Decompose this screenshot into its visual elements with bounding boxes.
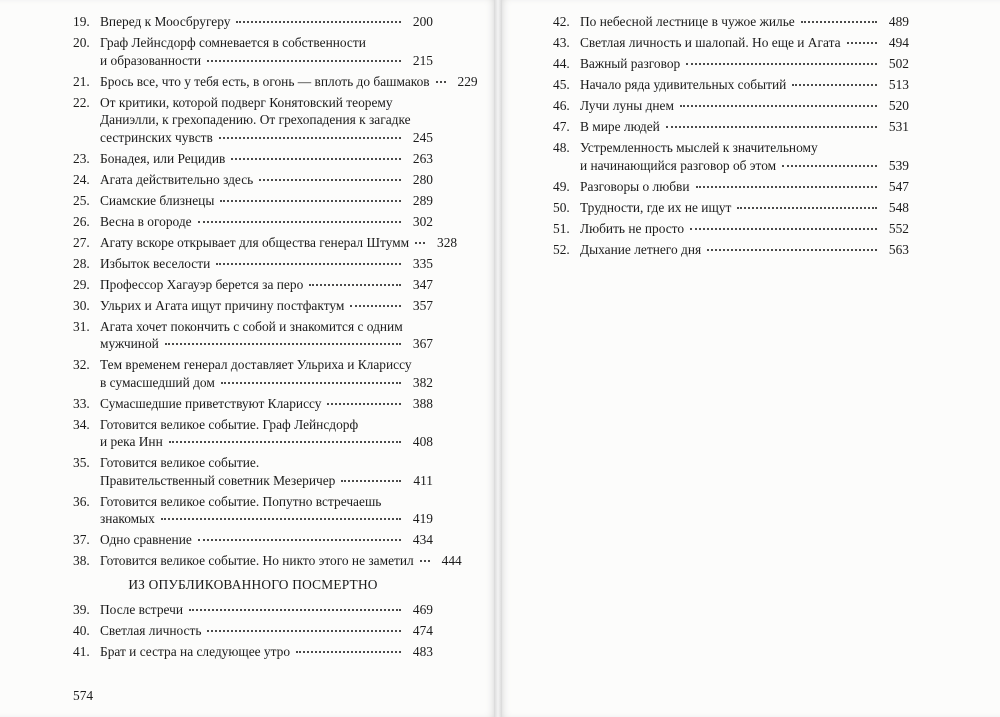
dot-leader xyxy=(220,200,401,202)
toc-entry-page: 474 xyxy=(412,623,433,638)
toc-entry xyxy=(553,220,909,238)
toc-entry xyxy=(553,76,909,94)
toc-entry-page: 357 xyxy=(412,297,433,313)
toc-entry xyxy=(553,97,909,115)
toc-entry-page: 469 xyxy=(412,602,433,617)
dot-leader xyxy=(436,81,446,83)
toc-entry xyxy=(73,601,433,619)
toc-entry-page: 444 xyxy=(441,553,462,568)
toc-entry-number: 32. xyxy=(73,357,90,372)
toc-entry-title-line: в сумасшедший дом xyxy=(100,374,215,390)
dot-leader xyxy=(221,382,401,384)
toc-entry xyxy=(73,213,433,231)
toc-entry-number: 34. xyxy=(73,416,90,432)
dot-leader xyxy=(847,42,877,44)
toc-entry xyxy=(73,13,433,31)
toc-entry-title-line: Дыхание летнего дня xyxy=(580,241,702,257)
toc-entry-page: 483 xyxy=(412,644,433,659)
toc-entry xyxy=(73,356,433,391)
dot-leader xyxy=(420,560,430,562)
toc-entry xyxy=(73,622,433,640)
toc-entry-number: 28. xyxy=(73,255,90,271)
toc-entry-title-line: Разговоры о любви xyxy=(580,178,690,194)
toc-entry xyxy=(553,34,909,52)
toc-entry-number: 44. xyxy=(553,56,570,71)
toc-entry xyxy=(553,241,909,259)
toc-entry-title-line: Одно сравнение xyxy=(100,532,192,547)
toc-entry-title-line: Готовится великое событие. Граф Лейнсдорф xyxy=(100,416,359,432)
toc-entry-page: 419 xyxy=(412,511,433,526)
toc-entry-title-line: Готовится великое событие. Но никто этого не заметил xyxy=(100,553,414,568)
toc-entry-title-line: Профессор Хагауэр берется за перо xyxy=(100,276,304,292)
toc-entry-title-line: Сумасшедшие приветствуют Клариссу xyxy=(100,395,322,411)
toc-entry-page: 411 xyxy=(413,472,433,488)
toc-entry xyxy=(73,34,433,69)
toc-entry-page: 434 xyxy=(412,532,433,547)
toc-entry-number: 52. xyxy=(553,241,570,257)
toc-entry-title-line: По небесной лестнице в чужое жилье xyxy=(580,14,795,29)
toc-entry-title-line: В мире людей xyxy=(580,119,660,134)
toc-entry xyxy=(553,13,909,31)
dot-leader xyxy=(686,63,877,65)
toc-entry-page: 513 xyxy=(888,77,909,92)
toc-entry xyxy=(73,171,433,189)
toc-entry-page: 263 xyxy=(412,150,433,166)
toc-entry xyxy=(553,178,909,196)
toc-entry-title-line: Агата действительно здесь xyxy=(100,171,254,187)
toc-entry xyxy=(73,454,433,489)
dot-leader xyxy=(696,186,877,188)
toc-entry-page: 388 xyxy=(412,395,433,411)
toc-entry-title-line: Готовится великое событие. Попутно встречаешь xyxy=(100,493,382,509)
toc-entry-page: 494 xyxy=(888,35,909,50)
toc-entry-number: 21. xyxy=(73,73,90,89)
toc-entry-number: 43. xyxy=(553,35,570,50)
toc-entry-title-line: Вперед к Моосбругеру xyxy=(100,14,231,29)
toc-list-right xyxy=(553,13,909,262)
toc-entry xyxy=(73,255,433,273)
toc-entry-title-line: Светлая личность xyxy=(100,623,202,638)
toc-entry-number: 33. xyxy=(73,395,90,411)
toc-entry-title-line: и образованности xyxy=(100,52,201,68)
toc-entry-title-line: Светлая личность и шалопай. Но еще и Агата xyxy=(580,35,841,50)
toc-entry xyxy=(73,395,433,413)
dot-leader xyxy=(231,158,401,160)
toc-entry-title-line: Устремленность мыслей к значительному xyxy=(580,140,818,155)
toc-entry-title-line: Весна в огороде xyxy=(100,213,192,229)
toc-entry xyxy=(553,139,909,174)
dot-leader xyxy=(161,518,401,520)
dot-leader xyxy=(792,84,877,86)
toc-entry-title-line: Лучи луны днем xyxy=(580,98,674,113)
dot-leader xyxy=(216,263,401,265)
toc-entry xyxy=(73,552,462,570)
toc-entry-page: 302 xyxy=(412,213,433,229)
toc-entry-title-line: сестринских чувств xyxy=(100,129,213,145)
toc-entry-title-line: Сиамские близнецы xyxy=(100,192,215,208)
toc-entry-title-line: После встречи xyxy=(100,602,184,617)
toc-entry xyxy=(73,297,433,315)
toc-entry-page: 531 xyxy=(888,119,909,134)
toc-entry-number: 49. xyxy=(553,178,570,194)
toc-entry-page: 408 xyxy=(412,434,433,449)
toc-entry-title-line: Граф Лейнсдорф сомневается в собственности xyxy=(100,35,366,50)
toc-entry-number: 19. xyxy=(73,14,90,29)
toc-entry-page: 382 xyxy=(412,374,433,390)
dot-leader xyxy=(165,343,401,345)
toc-entry-title-line: Правительственный советник Мезеричер xyxy=(100,472,336,488)
toc-entry-page: 328 xyxy=(437,234,458,250)
toc-entry-number: 48. xyxy=(553,140,570,155)
toc-entry-page: 502 xyxy=(888,56,909,71)
toc-entry-page: 552 xyxy=(888,220,909,236)
toc-entry-number: 27. xyxy=(73,234,90,250)
toc-entry xyxy=(73,276,433,294)
toc-entry xyxy=(553,118,909,136)
toc-entry-number: 35. xyxy=(73,455,90,470)
toc-entry-page: 548 xyxy=(888,199,909,215)
toc-entry-number: 38. xyxy=(73,553,90,568)
toc-entry-number: 24. xyxy=(73,171,90,187)
toc-entry-number: 39. xyxy=(73,602,90,617)
toc-entry-title-line: мужчиной xyxy=(100,336,159,351)
dot-leader xyxy=(207,630,401,632)
dot-leader xyxy=(782,165,877,167)
toc-entry-title-line: Любить не просто xyxy=(580,220,685,236)
toc-entry-page: 347 xyxy=(412,276,433,292)
toc-entry-title-line: Брат и сестра на следующее утро xyxy=(100,644,291,659)
toc-entry-title-line: Ульрих и Агата ищут причину постфактум xyxy=(100,297,345,313)
dot-leader xyxy=(801,21,877,23)
page-number: 574 xyxy=(73,688,94,703)
toc-entry-title-line: От критики, которой подверг Конятовский теорему xyxy=(100,94,393,110)
dot-leader xyxy=(341,480,401,482)
dot-leader xyxy=(690,228,877,230)
toc-entry-number: 51. xyxy=(553,220,570,236)
toc-entry-number: 30. xyxy=(73,297,90,313)
dot-leader xyxy=(680,105,877,107)
toc-entry-number: 46. xyxy=(553,98,570,113)
toc-entry-number: 45. xyxy=(553,77,570,92)
toc-entry-page: 489 xyxy=(888,14,909,29)
dot-leader xyxy=(219,137,401,139)
dot-leader xyxy=(415,242,425,244)
toc-entry-number: 20. xyxy=(73,35,90,50)
toc-entry-page: 547 xyxy=(888,178,909,194)
toc-entry-title-line: Брось все, что у тебя есть, в огонь — вплоть до башмаков xyxy=(100,73,430,89)
dot-leader xyxy=(198,539,401,541)
toc-entry xyxy=(73,192,433,210)
toc-entry-title-line: Начало ряда удивительных событий xyxy=(580,77,787,92)
toc-entry-page: 215 xyxy=(412,52,433,68)
toc-entry-page: 289 xyxy=(412,192,433,208)
toc-entry-number: 37. xyxy=(73,532,90,547)
dot-leader xyxy=(327,403,401,405)
toc-entry-title-line: Готовится великое событие. xyxy=(100,455,260,470)
book-gutter xyxy=(494,0,502,717)
toc-entry-number: 25. xyxy=(73,192,90,208)
toc-entry-page: 563 xyxy=(888,241,909,257)
dot-leader xyxy=(198,221,401,223)
toc-entry xyxy=(73,493,433,528)
toc-entry-page: 200 xyxy=(412,14,433,29)
toc-entry-number: 22. xyxy=(73,94,90,110)
toc-entry xyxy=(73,416,433,451)
toc-entry-title-line: Важный разговор xyxy=(580,56,681,71)
toc-entry-page: 229 xyxy=(457,73,478,89)
toc-entry-number: 40. xyxy=(73,623,90,638)
dot-leader xyxy=(169,441,401,443)
toc-entry-number: 31. xyxy=(73,318,90,334)
toc-entry-number: 36. xyxy=(73,493,90,509)
toc-entry xyxy=(73,73,478,91)
toc-entry-number: 26. xyxy=(73,213,90,229)
toc-entry-title-line: Тем временем генерал доставляет Ульриха и Клариссу xyxy=(100,357,412,372)
toc-entry xyxy=(73,150,433,168)
toc-entry-title-line: Агату вскоре открывает для общества генерал Штумм xyxy=(100,234,410,250)
toc-entry-title-line: знакомых xyxy=(100,511,155,526)
toc-entry-title-line: Даниэлли, к грехопадению. От грехопадения к загадке xyxy=(100,112,411,127)
toc-entry xyxy=(73,643,433,661)
toc-list-left xyxy=(73,13,478,573)
dot-leader xyxy=(309,284,401,286)
toc-entry-page: 367 xyxy=(412,336,433,351)
toc-entry-title-line: Трудности, где их не ищут xyxy=(580,199,732,215)
toc-entry xyxy=(73,94,433,147)
toc-entry-title-line: Агата хочет покончить с собой и знакомится с одним xyxy=(100,318,403,334)
toc-entry xyxy=(73,318,433,353)
dot-leader xyxy=(350,305,401,307)
dot-leader xyxy=(707,249,877,251)
toc-entry-number: 29. xyxy=(73,276,90,292)
toc-entry xyxy=(73,531,433,549)
dot-leader xyxy=(236,21,401,23)
toc-entry-page: 245 xyxy=(412,129,433,145)
toc-entry-page: 539 xyxy=(888,157,909,173)
toc-entry-page: 520 xyxy=(888,98,909,113)
toc-entry-page: 335 xyxy=(412,255,433,271)
toc-entry-title-line: и начинающийся разговор об этом xyxy=(580,157,777,173)
toc-entry-number: 42. xyxy=(553,14,570,29)
dot-leader xyxy=(189,609,401,611)
toc-entry-number: 50. xyxy=(553,199,570,215)
toc-entry-number: 47. xyxy=(553,119,570,134)
dot-leader xyxy=(737,207,877,209)
toc-entry-title-line: Бонадея, или Рецидив xyxy=(100,150,226,166)
toc-entry-number: 23. xyxy=(73,150,90,166)
dot-leader xyxy=(666,126,877,128)
toc-entry-title-line: и река Инн xyxy=(100,434,163,449)
toc-entry xyxy=(553,199,909,217)
dot-leader xyxy=(207,60,401,62)
toc-entry-number: 41. xyxy=(73,644,90,659)
toc-entry-title-line: Избыток веселости xyxy=(100,255,211,271)
section-heading: ИЗ ОПУБЛИКОВАННОГО ПОСМЕРТНО xyxy=(128,577,378,592)
toc-list-posthumous xyxy=(73,601,433,664)
toc-entry xyxy=(73,234,458,252)
dot-leader xyxy=(259,179,401,181)
dot-leader xyxy=(296,651,401,653)
toc-entry xyxy=(553,55,909,73)
toc-entry-page: 280 xyxy=(412,171,433,187)
